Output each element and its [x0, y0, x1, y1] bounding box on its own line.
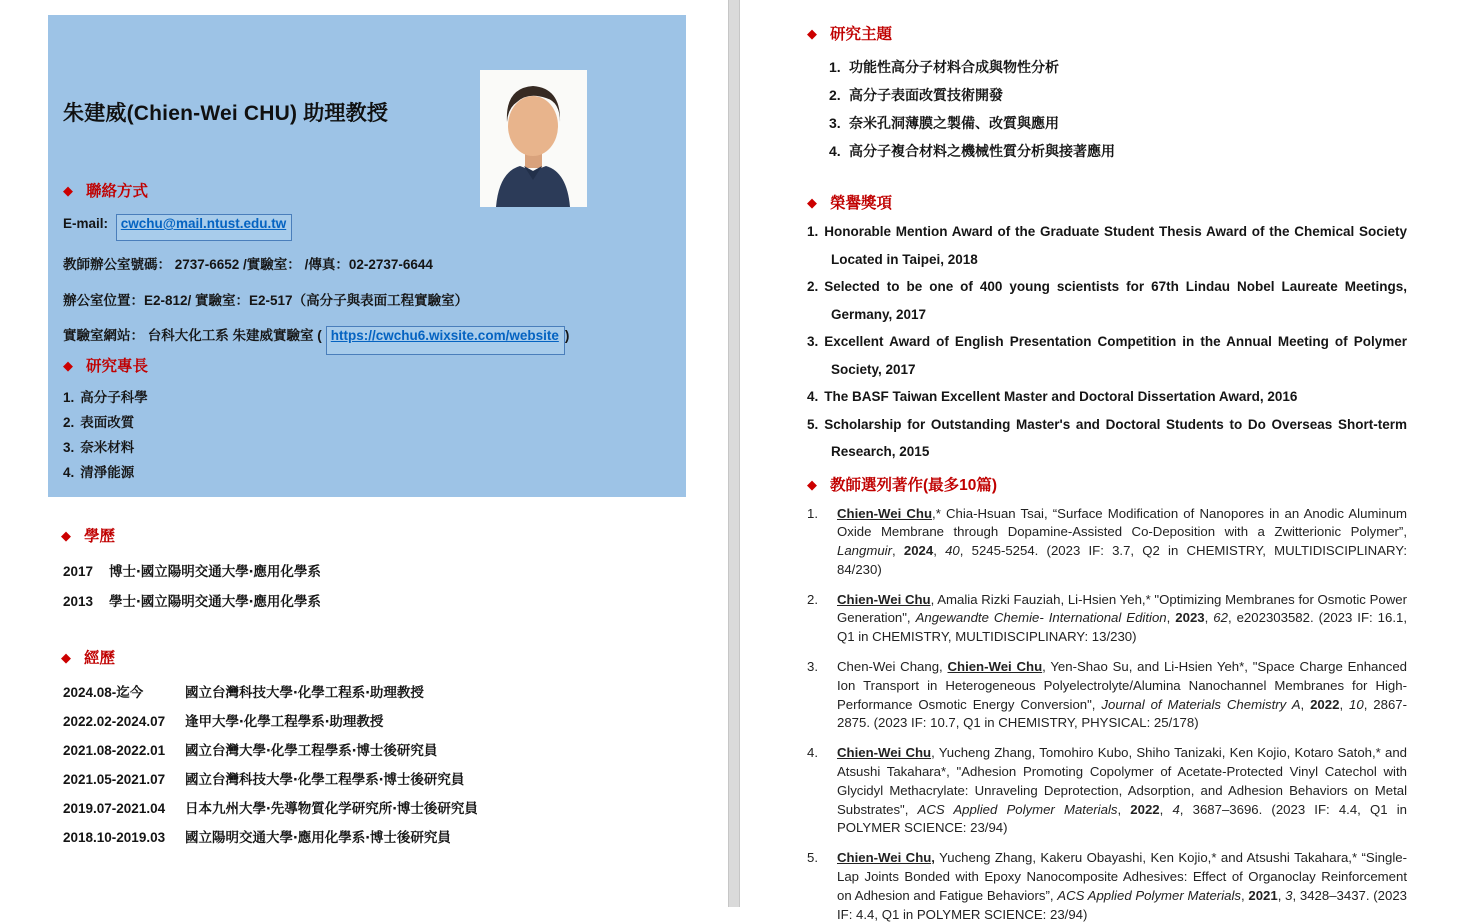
experience-detail: 日本九州大學‧先導物質化学研究所‧博士後研究員	[185, 801, 478, 816]
diamond-bullet-icon: ◆	[63, 358, 73, 373]
experience-period: 2019.07-2021.04	[63, 798, 185, 819]
experience-section-heading	[61, 646, 478, 668]
publications-list	[807, 505, 1407, 924]
education-heading-label: 學歷	[84, 528, 115, 545]
publication-segment: 10	[1349, 697, 1364, 712]
page-divider	[728, 0, 740, 907]
experience-detail: 國立台灣科技大學‧化學工程學系‧博士後研究員	[185, 772, 464, 787]
publication-segment: ,	[1167, 610, 1176, 625]
publication-segment: 62	[1213, 610, 1228, 625]
education-rows	[63, 561, 321, 613]
experience-row	[63, 711, 478, 732]
publication-segment: 4	[1172, 802, 1179, 817]
expertise-item-label: 高分子科學	[80, 390, 148, 405]
topics-heading-label: 研究主題	[830, 26, 892, 43]
lab-website-link[interactable]: https://cwchu6.wixsite.com/website	[331, 328, 559, 343]
publication-segment: ,	[1117, 802, 1130, 817]
expertise-item	[63, 410, 148, 435]
experience-section	[63, 646, 478, 856]
publication-number: 2.	[807, 591, 837, 647]
experience-detail: 國立台灣科技大學‧化學工程系‧助理教授	[185, 685, 424, 700]
left-page	[0, 0, 728, 907]
publication-segment: , 5245-5254. (2023 IF: 3.7, Q2 in CHEMISTRY, MULTIDISCIPLINARY: 84/230)	[837, 543, 1407, 577]
contact-heading-label: 聯絡方式	[86, 183, 148, 200]
experience-period: 2018.10-2019.03	[63, 827, 185, 848]
experience-heading-label: 經歷	[84, 650, 115, 667]
publication-text	[837, 658, 1407, 733]
research-topic-item	[829, 109, 1407, 137]
expertise-item-number: 3.	[63, 440, 74, 455]
publication-segment: ,	[1205, 610, 1214, 625]
education-detail: 博士‧國立陽明交通大學‧應用化學系	[109, 564, 321, 579]
profile-card	[48, 15, 686, 497]
publication-segment: ,	[1241, 888, 1248, 903]
expertise-item-number: 2.	[63, 415, 74, 430]
research-topic-label: 奈米孔洞薄膜之製備、改質與應用	[849, 115, 1059, 131]
publication-segment: Chen-Wei Chang,	[837, 659, 947, 674]
expertise-item-number: 1.	[63, 390, 74, 405]
honor-item	[807, 218, 1407, 273]
research-topic-number: 4.	[829, 137, 849, 165]
expertise-item	[63, 460, 148, 485]
education-section	[63, 524, 321, 621]
publication-segment: , e202303582. (2023 IF: 16.1, Q1 in CHEMISTRY, MULTIDISCIPLINARY: 13/230)	[837, 610, 1407, 644]
research-topic-label: 高分子複合材料之機械性質分析與接著應用	[849, 143, 1115, 159]
publication-segment: 3	[1285, 888, 1292, 903]
experience-period: 2021.05-2021.07	[63, 769, 185, 790]
contact-section-heading	[63, 179, 148, 201]
honor-item	[807, 273, 1407, 328]
publication-text	[837, 505, 1407, 580]
publication-segment: Chien-Wei Chu	[837, 745, 931, 760]
honor-number: 1.	[807, 224, 824, 239]
email-label: E-mail:	[63, 216, 108, 231]
honor-number: 2.	[807, 279, 824, 294]
publication-number: 5.	[807, 849, 837, 924]
experience-period: 2021.08-2022.01	[63, 740, 185, 761]
diamond-bullet-icon: ◆	[807, 195, 817, 210]
publication-segment: 40	[945, 543, 960, 558]
publication-segment: ,	[933, 543, 945, 558]
profile-photo	[480, 70, 587, 207]
research-topic-number: 1.	[829, 53, 849, 81]
honor-text: Scholarship for Outstanding Master's and Doctoral Students to Do Overseas Short-term Research, 2015	[824, 417, 1407, 460]
lab-link-box	[326, 326, 565, 355]
publication-segment: ,	[1301, 697, 1311, 712]
publication-item	[807, 505, 1407, 580]
education-section-heading	[61, 524, 321, 546]
education-row	[63, 591, 321, 613]
publication-segment: Journal of Materials Chemistry A	[1101, 697, 1300, 712]
diamond-bullet-icon: ◆	[807, 477, 817, 492]
publication-segment: , Amalia Rizki Fauziah, Li-Hsien Yeh,* "Optimizing Membranes for Osmotic Power Generation",	[837, 592, 1407, 626]
publication-number: 4.	[807, 744, 837, 838]
expertise-list	[63, 385, 148, 485]
publication-segment: , 2867-2875. (2023 IF: 10.7, Q1 in CHEMISTRY, PHYSICAL: 25/178)	[837, 697, 1407, 731]
diamond-bullet-icon: ◆	[61, 650, 71, 665]
honor-number: 4.	[807, 389, 824, 404]
expertise-item-label: 奈米材料	[80, 440, 134, 455]
email-link[interactable]: cwchu@mail.ntust.edu.tw	[121, 216, 286, 231]
experience-row	[63, 769, 478, 790]
education-year: 2017	[63, 561, 109, 583]
honor-number: 3.	[807, 334, 824, 349]
right-page	[741, 0, 1463, 907]
experience-row	[63, 827, 478, 848]
honor-item	[807, 411, 1407, 466]
experience-row	[63, 798, 478, 819]
honor-number: 5.	[807, 417, 824, 432]
education-row	[63, 561, 321, 583]
publication-item	[807, 658, 1407, 733]
publication-number: 1.	[807, 505, 837, 580]
honors-heading-label: 榮譽獎項	[830, 195, 892, 212]
expertise-item	[63, 435, 148, 460]
publication-segment: ,* Chia-Hsuan Tsai, “Surface Modification of Nanopores in an Anodic Aluminum Oxide Membrane through Dopamine-Assisted Co-Deposition with a Zwitterionic Polymer”,	[837, 506, 1407, 540]
office-location-line: 辦公室位置：E2-812/ 實驗室：E2-517（高分子與表面工程實驗室）	[63, 289, 468, 309]
honor-item	[807, 328, 1407, 383]
research-topic-label: 功能性高分子材料合成與物性分析	[849, 59, 1059, 75]
publication-segment: ,	[1339, 697, 1349, 712]
publication-text	[837, 591, 1407, 647]
experience-detail: 逢甲大學‧化學工程學系‧助理教授	[185, 714, 383, 729]
publication-segment: 2023	[1175, 610, 1204, 625]
expertise-item	[63, 385, 148, 410]
lab-website-line	[63, 324, 569, 355]
page-title: 朱建威(Chien-Wei CHU) 助理教授	[63, 97, 388, 127]
publication-text	[837, 849, 1407, 924]
honor-text: Selected to be one of 400 young scientists for 67th Lindau Nobel Laureate Meetings, Germany, 2017	[824, 279, 1407, 322]
publication-number: 3.	[807, 658, 837, 733]
lab-link-close-paren: )	[565, 328, 570, 343]
expertise-item-label: 表面改質	[80, 415, 134, 430]
publication-item	[807, 591, 1407, 647]
expertise-heading-label: 研究專長	[86, 358, 148, 375]
publication-segment: Chien-Wei Chu	[837, 592, 931, 607]
experience-row	[63, 682, 478, 703]
honor-text: The BASF Taiwan Excellent Master and Doctoral Dissertation Award, 2016	[824, 389, 1297, 404]
lab-link-open-paren: (	[317, 328, 322, 343]
topics-section-heading	[807, 22, 1407, 44]
publication-segment: Langmuir	[837, 543, 892, 558]
publication-segment: Chien-Wei Chu,	[837, 850, 935, 865]
honors-section-heading	[807, 191, 1407, 213]
publication-segment: , 3687–3696. (2023 IF: 4.4, Q1 in POLYMER SCIENCE: 23/94)	[837, 802, 1407, 836]
publication-segment: , Yen-Shao Su, and Li-Hsien Yeh*, "Space Charge Enhanced Ion Transport in Heterogeneous Polyelectrolyte/Alumina Nanochannel Membranes for High-Performance Osmotic Energy Conversion",	[837, 659, 1407, 712]
publication-segment: 2021	[1248, 888, 1277, 903]
publications-section-heading	[807, 473, 1407, 495]
publication-segment: 2024	[904, 543, 933, 558]
publication-segment: Yucheng Zhang, Kakeru Obayashi, Ken Kojio,* and Atsushi Takahara,* “Single-Lap Joints Bonded with Epoxy Nanocomposite Adhesives: Effect of Organoclay Reinforcement on Adhesion and Fatigue Behaviors”,	[837, 850, 1407, 903]
education-detail: 學士‧國立陽明交通大學‧應用化學系	[109, 594, 321, 609]
research-topic-number: 2.	[829, 81, 849, 109]
publication-segment: Angewandte Chemie- International Edition	[916, 610, 1167, 625]
honor-item	[807, 383, 1407, 411]
research-topic-item	[829, 81, 1407, 109]
experience-rows	[63, 682, 478, 848]
office-phone-line: 教師辦公室號碼： 2737-6652 /實驗室： /傳真：02-2737-6644	[63, 253, 433, 273]
expertise-item-label: 清淨能源	[80, 465, 134, 480]
diamond-bullet-icon: ◆	[61, 528, 71, 543]
publication-segment: Chien-Wei Chu	[947, 659, 1042, 674]
diamond-bullet-icon: ◆	[807, 26, 817, 41]
publication-segment: ,	[1160, 802, 1173, 817]
education-year: 2013	[63, 591, 109, 613]
publication-segment: , 3428–3437. (2023 IF: 4.4, Q1 in POLYMER SCIENCE: 23/94)	[837, 888, 1407, 922]
publication-segment: ACS Applied Polymer Materials	[1057, 888, 1241, 903]
honors-list	[807, 218, 1407, 466]
honor-text: Excellent Award of English Presentation Competition in the Annual Meeting of Polymer Society, 2017	[824, 334, 1407, 377]
email-link-box	[116, 214, 292, 241]
publication-item	[807, 744, 1407, 838]
experience-detail: 國立台灣大學‧化學工程學系‧博士後研究員	[185, 743, 437, 758]
research-topic-number: 3.	[829, 109, 849, 137]
research-topic-item	[829, 53, 1407, 81]
publication-segment: ,	[1278, 888, 1285, 903]
expertise-item-number: 4.	[63, 465, 74, 480]
publication-text	[837, 744, 1407, 838]
publication-item	[807, 849, 1407, 924]
publication-segment: ACS Applied Polymer Materials	[918, 802, 1118, 817]
research-topics-list	[807, 53, 1407, 165]
experience-period: 2022.02-2024.07	[63, 711, 185, 732]
expertise-section-heading	[63, 354, 148, 376]
publication-segment: 2022	[1310, 697, 1339, 712]
research-topic-item	[829, 137, 1407, 165]
publication-segment: ,	[892, 543, 904, 558]
research-topic-label: 高分子表面改質技術開發	[849, 87, 1003, 103]
diamond-bullet-icon: ◆	[63, 183, 73, 198]
publication-segment: , Yucheng Zhang, Tomohiro Kubo, Shiho Tanizaki, Ken Kojio, Kotaro Satoh,* and Atsushi Takahara*, "Adhesion Promoting Copolymer of Acetate-Protected Vinyl Catechol with Glycidyl Methacrylate: Unraveling Deprotection, Adsorption, and Adhesion Behaviors on Metal Substrates",	[837, 745, 1407, 816]
publication-segment: 2022	[1130, 802, 1159, 817]
publications-heading-label: 教師選列著作(最多10篇)	[830, 477, 997, 494]
email-line	[63, 214, 292, 241]
lab-website-label: 實驗室網站： 台科大化工系 朱建威實驗室	[63, 328, 314, 343]
honor-text: Honorable Mention Award of the Graduate Student Thesis Award of the Chemical Society Located in Taipei, 2018	[824, 224, 1407, 267]
experience-detail: 國立陽明交通大學‧應用化學系‧博士後研究員	[185, 830, 451, 845]
experience-period: 2024.08-迄今	[63, 682, 185, 703]
experience-row	[63, 740, 478, 761]
publication-segment: Chien-Wei Chu	[837, 506, 932, 521]
